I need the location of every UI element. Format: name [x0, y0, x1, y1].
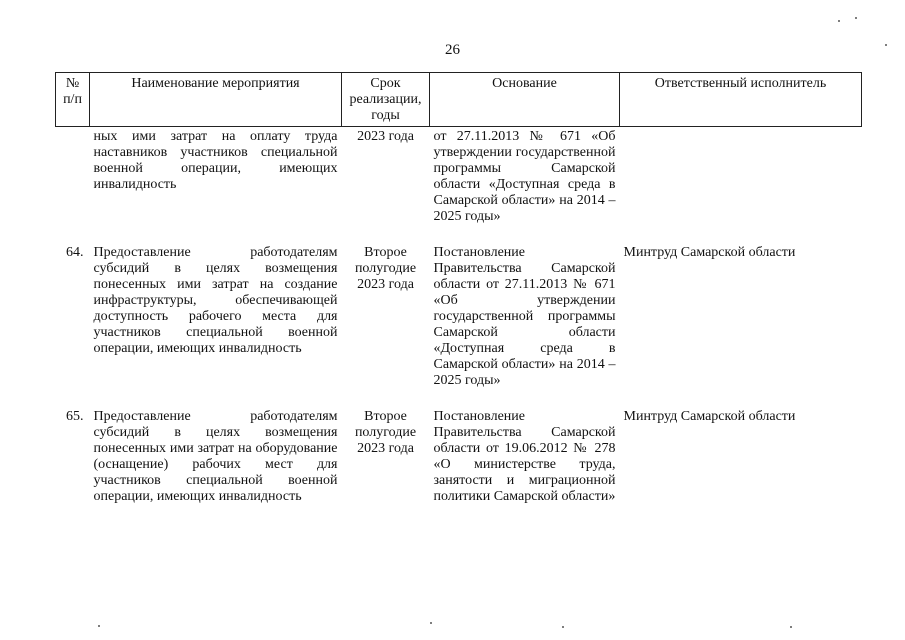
table-header — [56, 73, 862, 127]
header-term: Срок реализации, годы — [342, 73, 430, 127]
row-responsible: Минтруд Самарской области — [623, 409, 796, 424]
row-num — [56, 127, 90, 226]
measures-table — [55, 72, 862, 505]
table-row — [56, 127, 862, 226]
page-number: 26 — [445, 42, 460, 58]
row-term: Второе полугодие 2023 года — [354, 409, 417, 456]
row-responsible — [620, 127, 862, 226]
scan-speck — [790, 626, 792, 628]
row-name: Предоставление работодателям субсидий в целях возмещения понесенных ими затрат на создание инфраструктуры, обеспечивающей доступность рабочего места для участников специальной военной операции, имеющих инвалидность — [93, 245, 338, 356]
row-basis: Постановление Правительства Самарской области от 19.06.2012 № 278 «О министерстве труда, занятости и миграционной политики Самарской области» — [433, 409, 616, 504]
row-term: Второе полугодие 2023 года — [354, 245, 417, 292]
scan-speck — [430, 622, 432, 624]
header-num: № п/п — [56, 73, 90, 127]
table-row — [56, 409, 862, 505]
row-num: 65. — [66, 409, 84, 424]
scan-speck — [562, 626, 564, 628]
row-basis: Постановление Правительства Самарской области от 27.11.2013 № 671 «Об утверждении государственной программы Самарской области «Доступная среда в Самарской области» на 2014 – 2025 годы» — [433, 245, 616, 388]
row-name: Предоставление работодателям субсидий в целях возмещения понесенных ими затрат на оборудование (оснащение) рабочих мест для участников специальной военной операции, имеющих инвалидность — [93, 409, 338, 504]
scan-speck — [885, 44, 887, 46]
table-row — [56, 245, 862, 389]
row-responsible: Минтруд Самарской области — [623, 245, 796, 260]
row-name: ных ими затрат на оплату труда наставников участников специальной военной операции, имеющих инвалидность — [93, 129, 338, 192]
header-responsible: Ответственный исполнитель — [620, 73, 862, 127]
scan-speck — [98, 625, 100, 627]
row-basis: от 27.11.2013 № 671 «Об утверждении государственной программы Самарской области «Доступная среда в Самарской области» на 2014 – 2025 годы» — [433, 129, 616, 224]
scan-speck — [855, 17, 857, 19]
scan-speck — [838, 20, 840, 22]
header-basis: Основание — [430, 73, 620, 127]
header-name: Наименование мероприятия — [90, 73, 342, 127]
row-term: 2023 года — [357, 129, 414, 144]
row-num: 64. — [66, 245, 84, 260]
